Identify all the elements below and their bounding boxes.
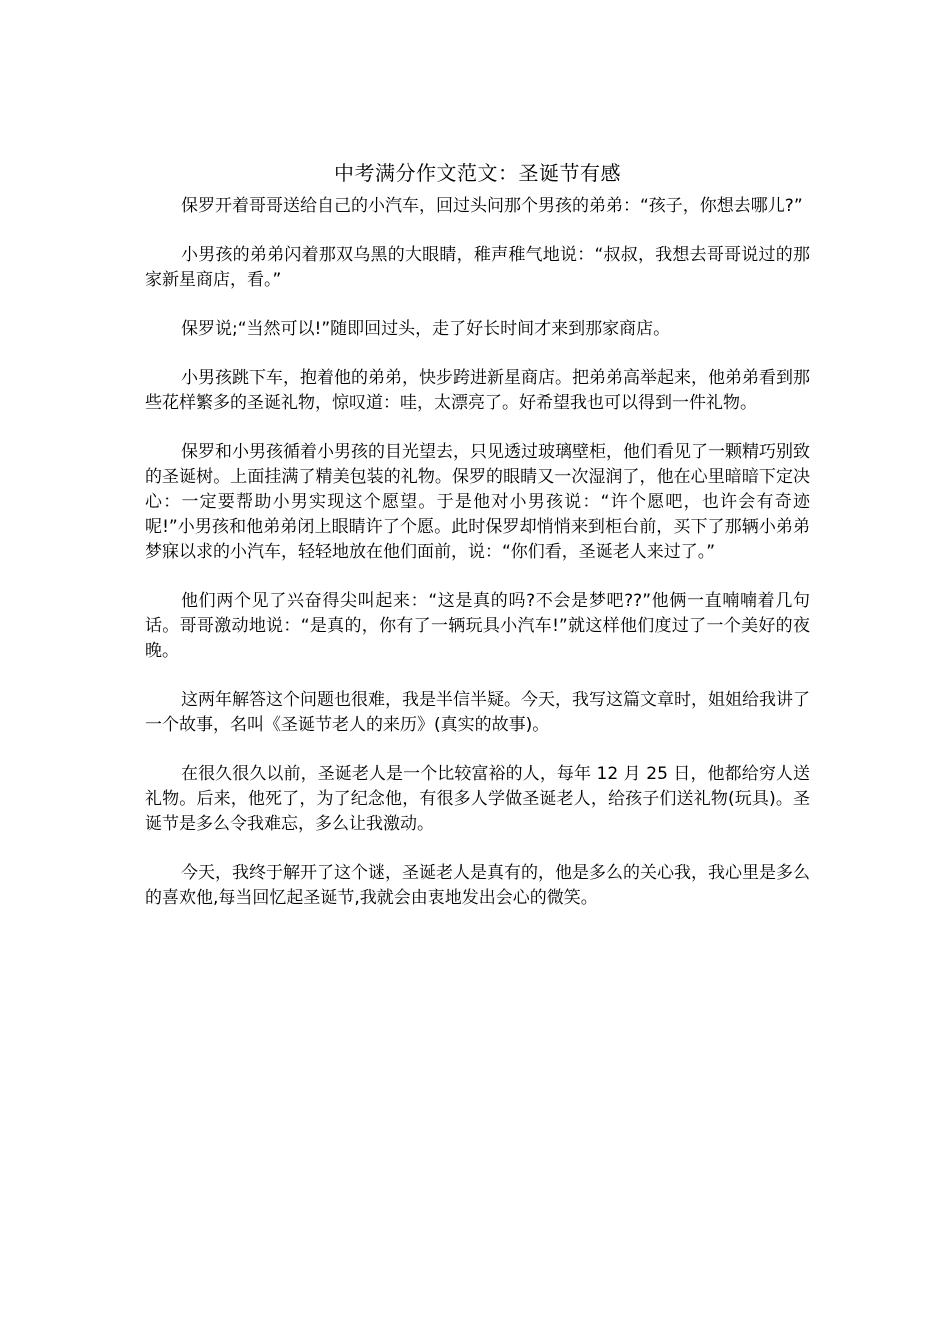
paragraph-3: 保罗说;“当然可以!”随即回过头，走了好长时间才来到那家商店。: [181, 319, 671, 339]
paragraph-1: 保罗开着哥哥送给自己的小汽车，回过头问那个男孩的弟弟：“孩子，你想去哪儿?”: [181, 196, 803, 216]
paragraph-2: 小男孩的弟弟闪着那双乌黑的大眼睛，稚声稚气地说：“叔叔，我想去哥哥说过的那家新星商店，看。”: [145, 245, 810, 290]
paragraph-7: 这两年解答这个问题也很难，我是半信半疑。今天，我写这篇文章时，姐姐给我讲了一个故事，名叫《圣诞节老人的来历》(真实的故事)。: [145, 690, 810, 735]
document-title: 中考满分作文范文：圣诞节有感: [334, 161, 621, 185]
paragraph-8: 在很久很久以前，圣诞老人是一个比较富裕的人，每年 12 月 25 日，他都给穷人送礼物。后来，他死了，为了纪念他，有很多人学做圣诞老人，给孩子们送礼物(玩具)。圣诞节是多么令我难忘，多么让我激动。: [145, 764, 810, 834]
paragraph-5: 保罗和小男孩循着小男孩的目光望去，只见透过玻璃壁柜，他们看见了一颗精巧别致的圣诞树。上面挂满了精美包装的礼物。保罗的眼睛又一次湿润了，他在心里暗暗下定决心：一定要帮助小男实现这个愿望。于是他对小男孩说：“许个愿吧，也许会有奇迹呢!”小男孩和他弟弟闭上眼睛许了个愿。此时保罗却悄悄来到柜台前，买下了那辆小弟弟梦寐以求的小汽车，轻轻地放在他们面前，说：“你们看，圣诞老人来过了。”: [145, 442, 810, 562]
paragraph-4: 小男孩跳下车，抱着他的弟弟，快步跨进新星商店。把弟弟高举起来，他弟弟看到那些花样繁多的圣诞礼物，惊叹道：哇，太漂亮了。好希望我也可以得到一件礼物。: [145, 368, 810, 413]
document-page: [145, 158, 810, 935]
paragraph-9: 今天，我终于解开了这个谜，圣诞老人是真有的，他是多么的关心我，我心里是多么的喜欢他,每当回忆起圣诞节,我就会由衷地发出会心的微笑。: [145, 863, 810, 908]
paragraph-6: 他们两个见了兴奋得尖叫起来：“这是真的吗?不会是梦吧??”他俩一直喃喃着几句话。哥哥激动地说：“是真的，你有了一辆玩具小汽车!”就这样他们度过了一个美好的夜晚。: [145, 591, 810, 661]
